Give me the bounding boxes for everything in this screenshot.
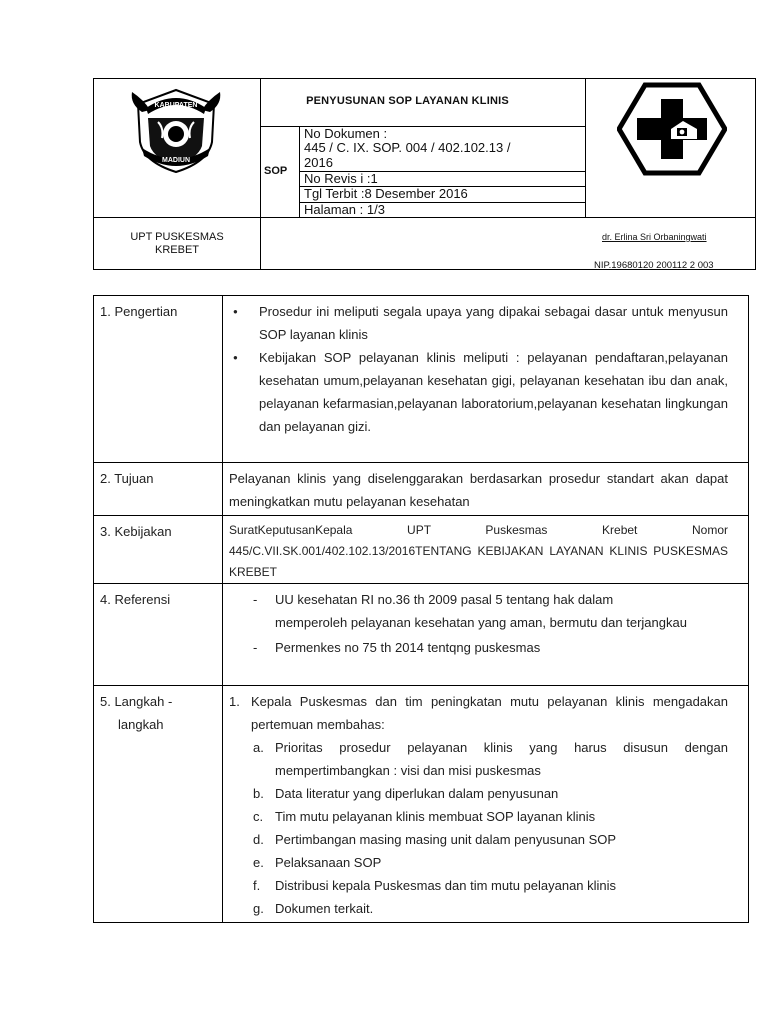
doc-page: Halaman : 1/3: [304, 202, 385, 217]
section-content-referensi: [223, 584, 749, 686]
org-name-line1: UPT PUSKESMAS: [130, 231, 224, 243]
doc-issue-date: Tgl Terbit :8 Desember 2016: [304, 186, 468, 201]
list-item: [253, 805, 728, 828]
list-text: Prioritas prosedur pelayanan klinis yang harus disusun dengan mempertimbangkan : visi dan misi puskesmas: [275, 740, 728, 778]
doc-number-year: 2016: [304, 155, 333, 170]
document-title: PENYUSUNAN SOP LAYANAN KLINIS: [306, 95, 509, 107]
doc-number-value: 445 / C. IX. SOP. 004 / 402.102.13 /: [304, 140, 511, 155]
section-label-tujuan: 2. Tujuan: [94, 463, 223, 516]
list-text: Distribusi kepala Puskesmas dan tim mutu pelayanan klinis: [275, 878, 617, 893]
list-letter: d.: [253, 832, 264, 847]
list-letter: e.: [253, 855, 264, 870]
table-row: [94, 584, 749, 686]
section-content-pengertian: [223, 296, 749, 463]
list-item: ● Kebijakan SOP pelayanan klinis meliputi : pelayanan pendaftaran,pelayanan kesehatan umum,pelayanan kesehatan gigi, pelayanan kesehatan ibu dan anak, pelayanan kefarmasian,pelayanan laboratorium,pelayanan kesehatan lingkungan dan pelayanan gizi.: [259, 346, 728, 438]
list-text: Dokumen terkait.: [275, 901, 374, 916]
section-label-langkah-line1: 5. Langkah -: [100, 694, 173, 709]
section-label-kebijakan: 3. Kebijakan: [94, 516, 223, 584]
list-text: Tim mutu pelayanan klinis membuat SOP layanan klinis: [275, 809, 596, 824]
list-text: Pelaksanaan SOP: [275, 855, 382, 870]
puskesmas-logo-icon: [617, 81, 727, 177]
header-divider: [94, 217, 756, 218]
sop-label: SOP: [264, 165, 288, 177]
referensi-list: [229, 588, 688, 659]
list-letter: b.: [253, 786, 264, 801]
org-name: [94, 231, 260, 257]
org-name-line2: KREBET: [154, 244, 199, 256]
list-item: [253, 851, 728, 874]
list-item: [253, 828, 728, 851]
section-label-langkah: [94, 686, 223, 923]
doc-revision: No Revis i :1: [304, 171, 378, 186]
kabupaten-madiun-emblem-icon: [128, 84, 224, 174]
step-item: [229, 690, 728, 736]
list-text: Pertimbangan masing masing unit dalam penyusunan SOP: [275, 832, 617, 847]
list-letter: f.: [253, 878, 261, 893]
emblem-text-bottom: MADIUN: [162, 157, 190, 164]
section-content-langkah: [223, 686, 749, 923]
signatory-name: dr. Erlina Sri Orbaningwati: [602, 232, 707, 242]
emblem-text-top: KABUPATEN: [154, 102, 198, 109]
header-divider: [299, 127, 300, 217]
list-letter: g.: [253, 901, 264, 916]
table-row: [94, 296, 749, 463]
list-item: - Permenkes no 75 th 2014 tentqng puskesmas: [275, 636, 688, 659]
list-item: [253, 736, 728, 782]
list-item: [253, 782, 728, 805]
section-content-tujuan: Pelayanan klinis yang diselenggarakan berdasarkan prosedur standart akan dapat meningkatkan mutu pelayanan kesehatan: [223, 463, 749, 516]
sop-content-table: [93, 295, 749, 923]
doc-number-label: No Dokumen :: [304, 126, 388, 141]
signatory-nip: NIP.19680120 200112 2 003: [594, 260, 714, 271]
document-header: [93, 78, 756, 270]
list-item: [253, 874, 728, 897]
list-item: - UU kesehatan RI no.36 th 2009 pasal 5 tentang hak dalam memperoleh pelayanan kesehatan yang aman, bermutu dan terjangkau: [275, 588, 688, 634]
section-label-pengertian: 1. Pengertian: [94, 296, 223, 463]
section-content-kebijakan: SuratKeputusanKepala UPT Puskesmas Krebet Nomor 445/C.VII.SK.001/402.102.13/2016TENTANG KEBIJAKAN LAYANAN KLINIS PUSKESMAS KREBET: [223, 516, 749, 584]
list-letter: c.: [253, 809, 264, 824]
table-row: [94, 463, 749, 516]
step-number: 1.: [229, 694, 240, 709]
step-text: Kepala Puskesmas dan tim peningkatan mutu pelayanan klinis mengadakan pertemuan membahas:: [251, 694, 728, 732]
list-item: ● Prosedur ini meliputi segala upaya yang dipakai sebagai dasar untuk menyusun SOP layanan klinis: [259, 300, 728, 346]
list-letter: a.: [253, 740, 264, 755]
table-row: [94, 686, 749, 923]
list-text: Data literatur yang diperlukan dalam penyusunan: [275, 786, 559, 801]
list-item: [253, 897, 728, 920]
section-label-referensi: 4. Referensi: [94, 584, 223, 686]
langkah-sub-list: [229, 736, 728, 920]
section-label-langkah-line2: langkah: [118, 717, 164, 732]
header-divider: [260, 79, 261, 270]
header-divider: [585, 79, 586, 218]
table-row: [94, 516, 749, 584]
pengertian-bullet-list: [229, 300, 728, 438]
